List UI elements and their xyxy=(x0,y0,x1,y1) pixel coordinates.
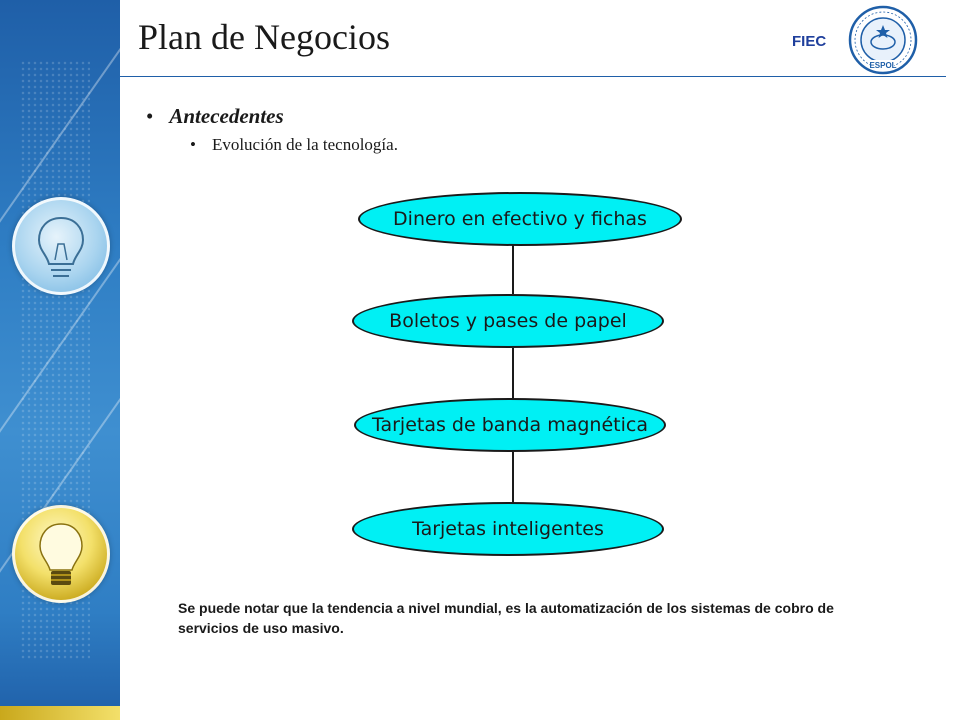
diagram-node: Tarjetas de banda magnética xyxy=(354,398,666,452)
connector-line xyxy=(512,242,514,294)
bullet-dot: • xyxy=(146,104,154,128)
decorative-sidebar xyxy=(0,0,120,720)
header-divider xyxy=(120,76,946,77)
connector-line xyxy=(512,452,514,508)
bullet-level1-text: Antecedentes xyxy=(169,104,284,128)
slide-title: Plan de Negocios xyxy=(138,17,390,57)
footnote-text: Se puede notar que la tendencia a nivel mundial, es la automatización de los sistemas de cobro de servicios de uso masivo. xyxy=(178,600,834,636)
bullet-dot: • xyxy=(190,135,196,154)
connector-line xyxy=(512,348,514,400)
bullet-level2-text: Evolución de la tecnología. xyxy=(211,135,398,154)
diagram-node: Tarjetas inteligentes xyxy=(352,502,664,556)
university-seal-icon xyxy=(848,5,918,75)
diagram-node: Dinero en efectivo y fichas xyxy=(358,192,682,246)
bullet-level1 xyxy=(146,104,284,129)
technology-evolution-diagram xyxy=(350,190,686,560)
lightbulb-glowing-icon xyxy=(12,505,110,603)
seal-label: ESPOL xyxy=(869,61,897,70)
sidebar-bottom-band xyxy=(0,706,120,720)
org-label: FIEC xyxy=(792,33,827,50)
bullet-level2 xyxy=(190,135,398,155)
lightbulb-sketch-icon xyxy=(12,197,110,295)
diagram-node: Boletos y pases de papel xyxy=(352,294,664,348)
